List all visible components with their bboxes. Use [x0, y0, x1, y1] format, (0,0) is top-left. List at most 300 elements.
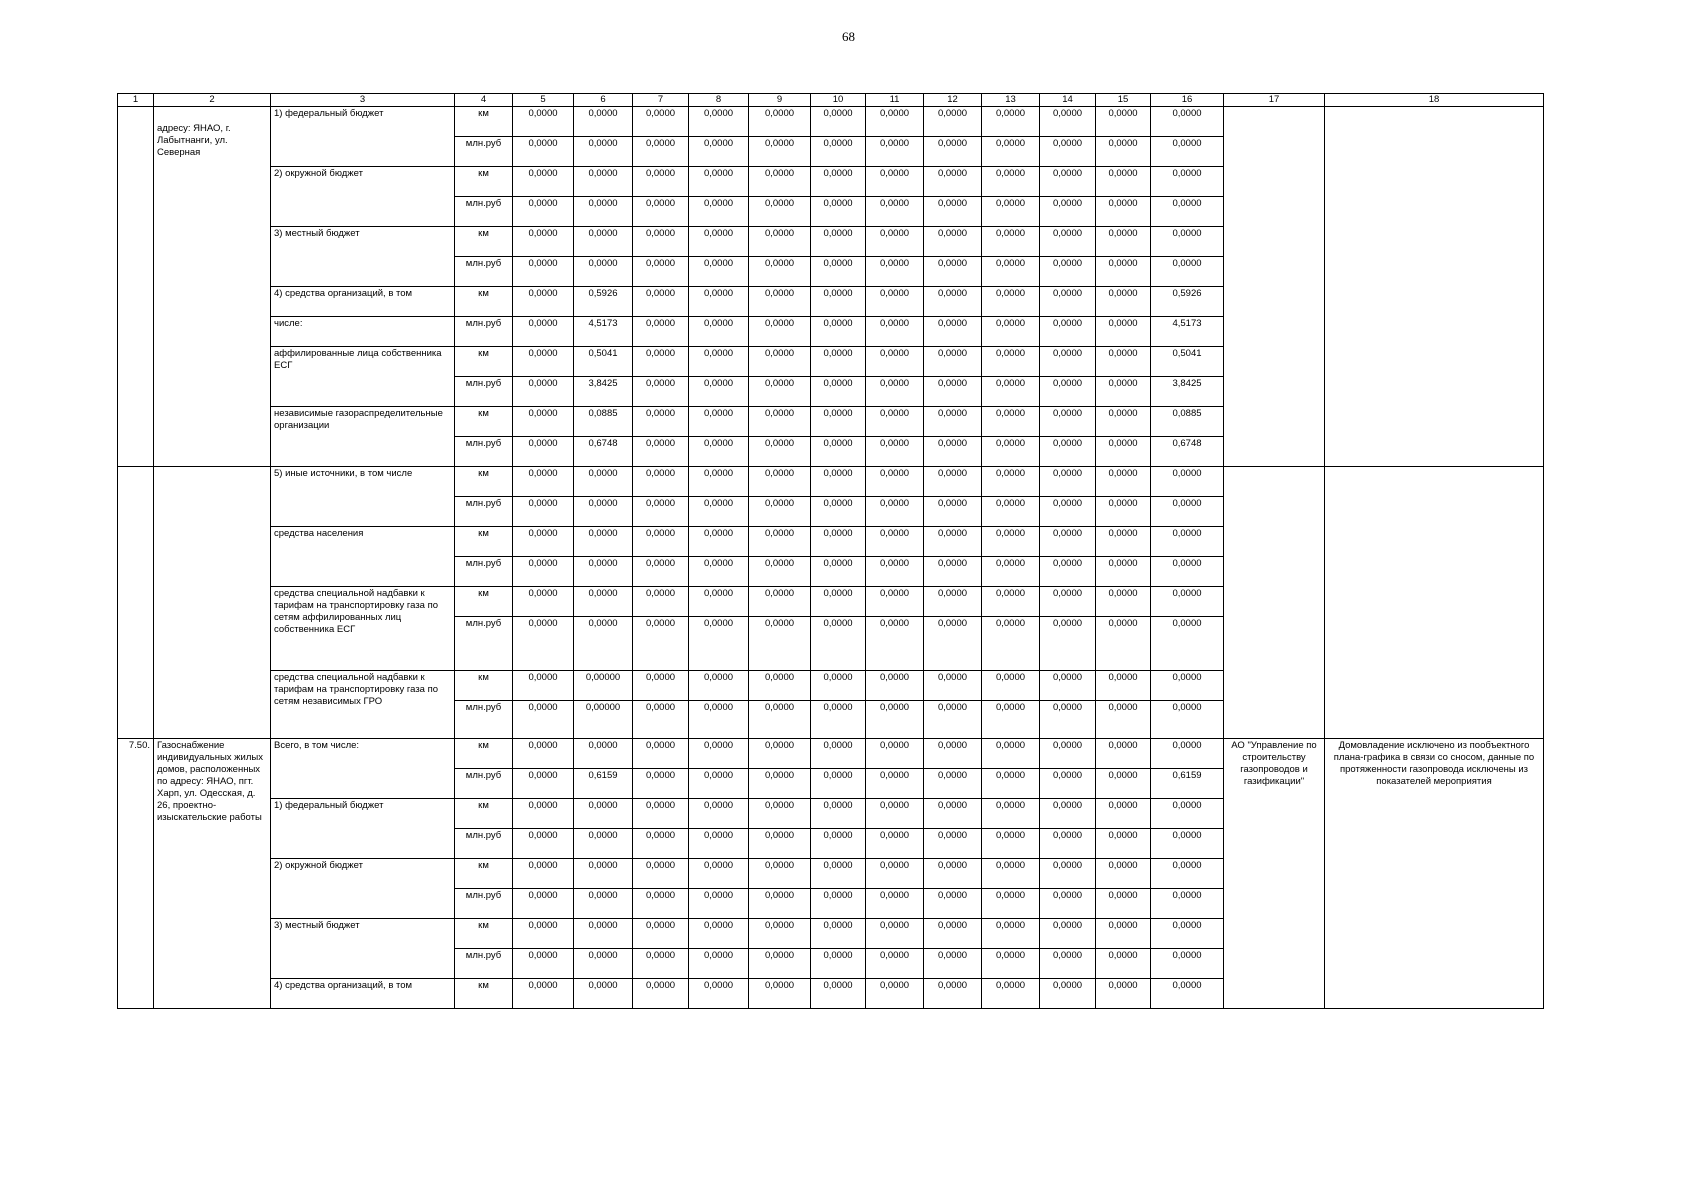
value-cell: 0,0000 — [982, 347, 1040, 377]
value-cell: 0,0000 — [633, 227, 689, 257]
value-cell: 0,0000 — [689, 437, 749, 467]
value-cell: 0,0000 — [1040, 769, 1096, 799]
value-cell: 0,0000 — [633, 137, 689, 167]
funding-source: 4) средства организаций, в том — [271, 287, 455, 317]
unit-cell: млн.руб — [455, 257, 513, 287]
value-cell: 0,0000 — [811, 979, 866, 1009]
value-cell: 0,0000 — [866, 437, 924, 467]
header-cell-12: 12 — [924, 94, 982, 107]
item-number: 7.50. — [118, 739, 154, 1009]
value-cell: 0,0000 — [1151, 497, 1224, 527]
value-cell: 0,0000 — [866, 317, 924, 347]
value-cell: 0,0000 — [1096, 769, 1151, 799]
value-cell: 0,0000 — [749, 317, 811, 347]
value-cell: 0,0000 — [1096, 799, 1151, 829]
value-cell: 0,0000 — [924, 347, 982, 377]
unit-cell: млн.руб — [455, 557, 513, 587]
value-cell: 0,0000 — [1096, 617, 1151, 671]
note-cell — [1325, 107, 1544, 467]
funding-source: независимые газораспределительные организации — [271, 407, 455, 467]
value-cell: 0,6159 — [574, 769, 633, 799]
value-cell: 0,0000 — [866, 949, 924, 979]
value-cell: 3,8425 — [574, 377, 633, 407]
value-cell: 0,0000 — [574, 829, 633, 859]
value-cell: 0,0000 — [811, 287, 866, 317]
value-cell: 0,0000 — [633, 407, 689, 437]
value-cell: 0,0000 — [924, 979, 982, 1009]
value-cell: 0,0000 — [1096, 949, 1151, 979]
value-cell: 0,0000 — [982, 287, 1040, 317]
value-cell: 0,0000 — [689, 407, 749, 437]
value-cell: 0,0000 — [1040, 167, 1096, 197]
value-cell: 0,0000 — [513, 257, 574, 287]
value-cell: 0,0000 — [1096, 829, 1151, 859]
value-cell: 0,0000 — [689, 739, 749, 769]
value-cell: 0,0000 — [513, 407, 574, 437]
value-cell: 0,0000 — [924, 701, 982, 739]
funding-source: 3) местный бюджет — [271, 227, 455, 287]
value-cell: 0,0000 — [924, 949, 982, 979]
value-cell: 0,0000 — [689, 949, 749, 979]
value-cell: 0,0000 — [1151, 739, 1224, 769]
funding-source: 5) иные источники, в том числе — [271, 467, 455, 527]
unit-cell: км — [455, 859, 513, 889]
value-cell: 0,0000 — [1096, 257, 1151, 287]
unit-cell: млн.руб — [455, 197, 513, 227]
value-cell: 0,0000 — [689, 347, 749, 377]
value-cell: 0,0000 — [1096, 137, 1151, 167]
value-cell: 0,0000 — [811, 407, 866, 437]
value-cell: 0,0000 — [633, 919, 689, 949]
value-cell: 0,0000 — [513, 617, 574, 671]
value-cell: 0,0000 — [513, 859, 574, 889]
value-cell: 0,0000 — [1040, 527, 1096, 557]
value-cell: 0,0000 — [689, 829, 749, 859]
value-cell: 0,0000 — [811, 167, 866, 197]
value-cell: 0,0000 — [689, 701, 749, 739]
unit-cell: млн.руб — [455, 829, 513, 859]
value-cell: 0,5926 — [574, 287, 633, 317]
value-cell: 0,0000 — [866, 467, 924, 497]
value-cell: 0,0000 — [749, 527, 811, 557]
value-cell: 0,0000 — [513, 317, 574, 347]
value-cell: 0,0000 — [1096, 167, 1151, 197]
value-cell: 0,0000 — [574, 889, 633, 919]
value-cell: 0,0000 — [866, 197, 924, 227]
value-cell: 0,0000 — [689, 527, 749, 557]
row-number-cell — [118, 107, 154, 467]
unit-cell: млн.руб — [455, 437, 513, 467]
funding-source-cont: числе: — [271, 317, 455, 347]
value-cell: 0,0000 — [866, 557, 924, 587]
value-cell: 0,0000 — [1151, 701, 1224, 739]
value-cell: 4,5173 — [1151, 317, 1224, 347]
funding-source: аффилированные лица собственника ЕСГ — [271, 347, 455, 407]
value-cell: 0,0000 — [574, 527, 633, 557]
value-cell: 0,0885 — [574, 407, 633, 437]
value-cell: 0,0000 — [1040, 859, 1096, 889]
value-cell: 0,0000 — [1096, 347, 1151, 377]
value-cell: 0,0000 — [689, 859, 749, 889]
value-cell: 0,0000 — [811, 257, 866, 287]
unit-cell: млн.руб — [455, 949, 513, 979]
value-cell: 0,0000 — [1040, 889, 1096, 919]
value-cell: 0,0000 — [866, 799, 924, 829]
value-cell: 0,0000 — [513, 467, 574, 497]
funding-source: средства специальной надбавки к тарифам на транспортировку газа по сетям независимых ГРО — [271, 671, 455, 739]
value-cell: 0,0000 — [1151, 257, 1224, 287]
value-cell: 0,0000 — [633, 829, 689, 859]
unit-cell: км — [455, 587, 513, 617]
value-cell: 0,0000 — [513, 287, 574, 317]
value-cell: 0,0000 — [633, 437, 689, 467]
note-cell: Домовладение исключено из пообъектного плана-графика в связи со сносом, данные по протяженности газопровода исключены из показателей мероприятия — [1325, 739, 1544, 1009]
value-cell: 0,0000 — [924, 919, 982, 949]
value-cell: 0,0000 — [1040, 979, 1096, 1009]
value-cell: 0,0000 — [924, 167, 982, 197]
value-cell: 0,0000 — [924, 587, 982, 617]
value-cell: 0,0000 — [513, 889, 574, 919]
value-cell: 0,0000 — [866, 739, 924, 769]
value-cell: 0,0000 — [924, 829, 982, 859]
unit-cell: км — [455, 227, 513, 257]
value-cell: 0,0000 — [1040, 437, 1096, 467]
value-cell: 0,0000 — [1040, 107, 1096, 137]
value-cell: 0,0000 — [689, 587, 749, 617]
value-cell: 0,0000 — [689, 617, 749, 671]
value-cell: 0,0000 — [1040, 497, 1096, 527]
value-cell: 0,0000 — [749, 829, 811, 859]
value-cell: 0,0000 — [1096, 587, 1151, 617]
value-cell: 0,0000 — [689, 287, 749, 317]
value-cell: 0,0000 — [633, 739, 689, 769]
value-cell: 0,0000 — [982, 557, 1040, 587]
unit-cell: млн.руб — [455, 617, 513, 671]
value-cell: 0,0000 — [866, 527, 924, 557]
value-cell: 0,0000 — [811, 617, 866, 671]
value-cell: 0,0000 — [1096, 467, 1151, 497]
value-cell: 0,0000 — [1040, 617, 1096, 671]
value-cell: 0,0000 — [749, 557, 811, 587]
page-number: 68 — [842, 29, 855, 44]
value-cell: 0,0000 — [689, 557, 749, 587]
value-cell: 0,0000 — [866, 107, 924, 137]
value-cell: 0,0000 — [866, 257, 924, 287]
value-cell: 0,0000 — [633, 497, 689, 527]
header-cell-16: 16 — [1151, 94, 1224, 107]
executor-cell: АО "Управление по строительству газопроводов и газификации" — [1224, 739, 1325, 1009]
object-address-cont — [154, 467, 271, 739]
value-cell: 0,0000 — [749, 407, 811, 437]
value-cell: 0,0000 — [982, 859, 1040, 889]
value-cell: 0,0000 — [574, 137, 633, 167]
value-cell: 0,0000 — [924, 889, 982, 919]
value-cell: 0,0000 — [1151, 859, 1224, 889]
value-cell: 0,0000 — [924, 671, 982, 701]
value-cell: 0,0000 — [513, 739, 574, 769]
value-cell: 0,0000 — [689, 167, 749, 197]
value-cell: 0,0000 — [633, 587, 689, 617]
header-cell-18: 18 — [1325, 94, 1544, 107]
value-cell: 0,0000 — [1040, 227, 1096, 257]
value-cell: 0,0000 — [982, 919, 1040, 949]
value-cell: 0,0000 — [513, 527, 574, 557]
unit-cell: км — [455, 739, 513, 769]
value-cell: 0,0000 — [1151, 949, 1224, 979]
value-cell: 0,0000 — [1151, 167, 1224, 197]
value-cell: 0,0000 — [1040, 587, 1096, 617]
unit-cell: км — [455, 167, 513, 197]
value-cell: 0,0000 — [749, 889, 811, 919]
value-cell: 0,0000 — [633, 377, 689, 407]
value-cell: 0,0000 — [866, 227, 924, 257]
value-cell: 0,0000 — [689, 467, 749, 497]
value-cell: 0,0000 — [924, 197, 982, 227]
header-cell-2: 2 — [154, 94, 271, 107]
value-cell: 0,0000 — [689, 227, 749, 257]
value-cell: 0,0000 — [924, 527, 982, 557]
value-cell: 0,0000 — [513, 107, 574, 137]
value-cell: 0,0000 — [924, 107, 982, 137]
value-cell: 0,0000 — [1096, 317, 1151, 347]
value-cell: 0,0000 — [866, 889, 924, 919]
value-cell: 0,0000 — [633, 257, 689, 287]
unit-cell: км — [455, 107, 513, 137]
value-cell: 0,0000 — [513, 377, 574, 407]
value-cell: 0,0885 — [1151, 407, 1224, 437]
value-cell: 0,0000 — [982, 617, 1040, 671]
header-row — [118, 94, 1544, 107]
value-cell: 0,0000 — [749, 257, 811, 287]
value-cell: 0,0000 — [811, 701, 866, 739]
value-cell: 0,0000 — [513, 587, 574, 617]
value-cell: 0,0000 — [574, 497, 633, 527]
value-cell: 0,0000 — [574, 799, 633, 829]
value-cell: 0,0000 — [811, 889, 866, 919]
object-name: Газоснабжение индивидуальных жилых домов, расположенных по адресу: ЯНАО, пгт. Харп, ул. Одесская, д. 26, проектно-изыскательские работы — [154, 739, 271, 1009]
value-cell: 0,0000 — [982, 407, 1040, 437]
value-cell: 0,0000 — [749, 137, 811, 167]
value-cell: 0,0000 — [866, 769, 924, 799]
value-cell: 0,0000 — [689, 671, 749, 701]
value-cell: 0,0000 — [924, 257, 982, 287]
value-cell: 0,0000 — [633, 557, 689, 587]
value-cell: 0,0000 — [1151, 919, 1224, 949]
value-cell: 0,0000 — [633, 949, 689, 979]
funding-source: 2) окружной бюджет — [271, 167, 455, 227]
value-cell: 0,0000 — [982, 467, 1040, 497]
value-cell: 0,0000 — [574, 467, 633, 497]
value-cell: 0,0000 — [924, 497, 982, 527]
value-cell: 0,0000 — [1096, 437, 1151, 467]
value-cell: 0,0000 — [811, 467, 866, 497]
value-cell: 0,0000 — [924, 317, 982, 347]
value-cell: 0,0000 — [811, 377, 866, 407]
value-cell: 0,0000 — [811, 949, 866, 979]
unit-cell: км — [455, 347, 513, 377]
value-cell: 0,6748 — [574, 437, 633, 467]
value-cell: 0,0000 — [1040, 257, 1096, 287]
header-cell-6: 6 — [574, 94, 633, 107]
value-cell: 0,0000 — [1096, 377, 1151, 407]
value-cell: 0,0000 — [749, 799, 811, 829]
value-cell: 0,0000 — [513, 949, 574, 979]
value-cell: 0,0000 — [689, 497, 749, 527]
value-cell: 0,0000 — [1040, 701, 1096, 739]
value-cell: 0,0000 — [513, 701, 574, 739]
value-cell: 0,0000 — [811, 859, 866, 889]
value-cell: 0,0000 — [811, 769, 866, 799]
value-cell: 0,0000 — [749, 467, 811, 497]
unit-cell: млн.руб — [455, 769, 513, 799]
value-cell: 0,0000 — [1096, 497, 1151, 527]
value-cell: 0,0000 — [982, 107, 1040, 137]
value-cell: 0,0000 — [866, 377, 924, 407]
value-cell: 0,0000 — [866, 347, 924, 377]
value-cell: 0,0000 — [1096, 979, 1151, 1009]
value-cell: 0,0000 — [811, 557, 866, 587]
object-address: адресу: ЯНАО, г. Лабытнанги, ул. Северная — [154, 107, 271, 467]
header-cell-9: 9 — [749, 94, 811, 107]
value-cell: 4,5173 — [574, 317, 633, 347]
value-cell: 0,0000 — [1040, 949, 1096, 979]
executor-cell — [1224, 467, 1325, 739]
value-cell: 0,0000 — [1040, 671, 1096, 701]
value-cell: 0,0000 — [633, 287, 689, 317]
value-cell: 0,0000 — [513, 919, 574, 949]
value-cell: 0,0000 — [633, 617, 689, 671]
value-cell: 0,0000 — [689, 889, 749, 919]
value-cell: 0,0000 — [1151, 799, 1224, 829]
value-cell: 0,0000 — [513, 197, 574, 227]
value-cell: 0,0000 — [1096, 197, 1151, 227]
funding-source: 1) федеральный бюджет — [271, 107, 455, 167]
value-cell: 0,0000 — [1096, 557, 1151, 587]
value-cell: 0,0000 — [982, 167, 1040, 197]
value-cell: 0,0000 — [982, 701, 1040, 739]
value-cell: 0,0000 — [574, 557, 633, 587]
value-cell: 0,0000 — [811, 799, 866, 829]
value-cell: 0,0000 — [1151, 527, 1224, 557]
note-cell — [1325, 467, 1544, 739]
value-cell: 0,0000 — [866, 287, 924, 317]
funding-source: средства населения — [271, 527, 455, 587]
value-cell: 0,0000 — [982, 497, 1040, 527]
value-cell: 0,0000 — [574, 197, 633, 227]
unit-cell: км — [455, 287, 513, 317]
value-cell: 0,0000 — [689, 919, 749, 949]
table-row — [118, 107, 1544, 137]
value-cell: 0,0000 — [513, 769, 574, 799]
value-cell: 0,0000 — [811, 227, 866, 257]
unit-cell: км — [455, 407, 513, 437]
value-cell: 0,0000 — [982, 527, 1040, 557]
header-cell-5: 5 — [513, 94, 574, 107]
value-cell: 0,0000 — [866, 617, 924, 671]
value-cell: 0,0000 — [1151, 671, 1224, 701]
value-cell: 0,0000 — [811, 829, 866, 859]
value-cell: 0,0000 — [1151, 617, 1224, 671]
table-row — [118, 467, 1544, 497]
value-cell: 0,0000 — [633, 347, 689, 377]
value-cell: 0,0000 — [866, 497, 924, 527]
value-cell: 0,0000 — [866, 407, 924, 437]
value-cell: 0,0000 — [689, 377, 749, 407]
value-cell: 0,0000 — [982, 137, 1040, 167]
value-cell: 0,0000 — [982, 671, 1040, 701]
value-cell: 0,0000 — [924, 769, 982, 799]
value-cell: 0,0000 — [811, 671, 866, 701]
funding-source: Всего, в том числе: — [271, 739, 455, 799]
value-cell: 0,0000 — [1040, 347, 1096, 377]
row-number-cell — [118, 467, 154, 739]
value-cell: 0,0000 — [1096, 889, 1151, 919]
unit-cell: млн.руб — [455, 377, 513, 407]
value-cell: 0,0000 — [866, 979, 924, 1009]
value-cell: 0,0000 — [1151, 587, 1224, 617]
value-cell: 0,0000 — [866, 587, 924, 617]
value-cell: 0,0000 — [574, 617, 633, 671]
value-cell: 0,0000 — [1096, 227, 1151, 257]
value-cell: 0,0000 — [1040, 197, 1096, 227]
value-cell: 0,0000 — [811, 527, 866, 557]
unit-cell: км — [455, 671, 513, 701]
value-cell: 0,0000 — [811, 137, 866, 167]
value-cell: 0,0000 — [689, 197, 749, 227]
value-cell: 0,0000 — [1040, 377, 1096, 407]
value-cell: 0,0000 — [574, 257, 633, 287]
value-cell: 0,0000 — [1040, 799, 1096, 829]
value-cell: 0,0000 — [1040, 919, 1096, 949]
value-cell: 0,0000 — [982, 739, 1040, 769]
header-cell-15: 15 — [1096, 94, 1151, 107]
value-cell: 0,0000 — [924, 137, 982, 167]
header-cell-10: 10 — [811, 94, 866, 107]
value-cell: 0,0000 — [749, 377, 811, 407]
value-cell: 0,0000 — [924, 407, 982, 437]
value-cell: 0,0000 — [749, 979, 811, 1009]
value-cell: 0,0000 — [982, 377, 1040, 407]
header-cell-11: 11 — [866, 94, 924, 107]
value-cell: 3,8425 — [1151, 377, 1224, 407]
value-cell: 0,0000 — [982, 889, 1040, 919]
value-cell: 0,0000 — [633, 769, 689, 799]
value-cell: 0,0000 — [574, 949, 633, 979]
value-cell: 0,0000 — [513, 167, 574, 197]
value-cell: 0,0000 — [1096, 671, 1151, 701]
value-cell: 0,0000 — [924, 437, 982, 467]
value-cell: 0,0000 — [924, 287, 982, 317]
value-cell: 0,0000 — [866, 829, 924, 859]
value-cell: 0,0000 — [749, 919, 811, 949]
header-cell-3: 3 — [271, 94, 455, 107]
value-cell: 0,0000 — [982, 829, 1040, 859]
value-cell: 0,0000 — [513, 227, 574, 257]
value-cell: 0,0000 — [811, 437, 866, 467]
value-cell: 0,0000 — [513, 671, 574, 701]
value-cell: 0,0000 — [982, 587, 1040, 617]
value-cell: 0,0000 — [1151, 557, 1224, 587]
value-cell: 0,0000 — [924, 859, 982, 889]
value-cell: 0,0000 — [924, 467, 982, 497]
value-cell: 0,0000 — [574, 859, 633, 889]
unit-cell: км — [455, 919, 513, 949]
value-cell: 0,0000 — [811, 317, 866, 347]
unit-cell: млн.руб — [455, 701, 513, 739]
value-cell: 0,0000 — [749, 437, 811, 467]
value-cell: 0,0000 — [513, 137, 574, 167]
value-cell: 0,0000 — [1096, 859, 1151, 889]
